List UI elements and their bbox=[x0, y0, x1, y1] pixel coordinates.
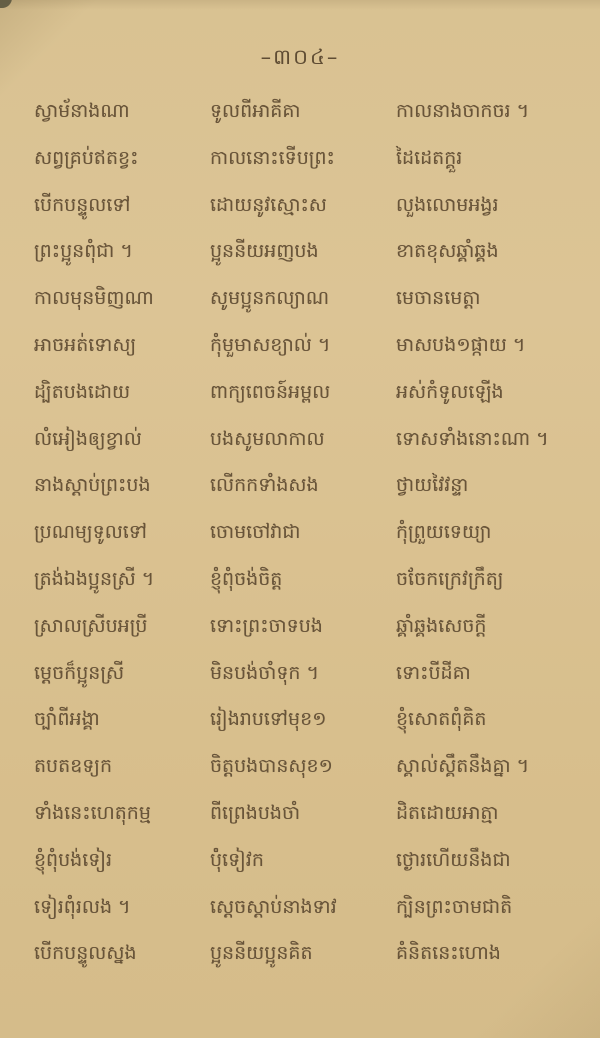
verse-row bbox=[0, 662, 600, 709]
verse-row bbox=[0, 194, 600, 241]
verse-cell: ខាតខុសឆ្គាំឆ្គង bbox=[396, 240, 499, 263]
verse-cell: ច្បាំពីអង្គា bbox=[34, 708, 100, 731]
verse-row bbox=[0, 100, 600, 147]
verse-cell: ចោមចៅវាជា bbox=[210, 521, 301, 544]
verse-cell: ទោះព្រះចាទបង bbox=[210, 614, 323, 637]
verse-cell: ពីព្រេងបងចាំ bbox=[210, 801, 301, 824]
verse-cell: ព្រះប្អូនពុំជា ។ bbox=[34, 240, 133, 263]
verse-row bbox=[0, 568, 600, 615]
verse-cell: ប្រណម្យទូលទៅ bbox=[34, 521, 147, 544]
verse-cell: ទោសទាំងនោះណា ។ bbox=[396, 427, 549, 450]
verse-cell: ស្វាម័នាងណា bbox=[34, 100, 130, 122]
verse-cell: លំអៀងឲ្យខ្វាល់ bbox=[34, 427, 142, 450]
verse-cell: បើកបន្ទូលស្នង bbox=[34, 942, 137, 965]
verse-cell: ទូលពីអាគីគា bbox=[210, 100, 301, 122]
verse-cell: នាងស្ដាប់ព្រះបង bbox=[34, 474, 151, 497]
verse-cell: ត្រង់ឯងប្អូនស្រី ។ bbox=[34, 567, 155, 590]
verse-cell: ដិតដោយអាត្មា bbox=[396, 801, 499, 824]
verse-cell: ទាំងនេះហេតុកម្ម bbox=[34, 801, 151, 824]
verse-cell: កាលនោះទើបព្រះ bbox=[210, 146, 335, 169]
verse-cell: ខ្ញុំសោតពុំគិត bbox=[396, 708, 487, 731]
verse-row bbox=[0, 896, 600, 943]
verse-cell: អស់កំទូលឡើង bbox=[396, 380, 504, 403]
verse-cell: មាសបង១ផ្កាយ ។ bbox=[396, 333, 526, 356]
verse-cell: ថ្វាយវៃវន្ទា bbox=[396, 474, 469, 497]
verse-row bbox=[0, 428, 600, 475]
verse-cell: លើកកទាំងសង bbox=[210, 474, 319, 497]
verse-cell: សូមប្អូនកល្យាណ bbox=[210, 287, 330, 310]
verse-cell: ម្ដេចក៏ប្អូនស្រី bbox=[34, 661, 125, 684]
verse-cell: គំនិតនេះហោង bbox=[396, 942, 501, 965]
verse-cell: សព្វគ្រប់ឥតខ្វះ bbox=[34, 146, 139, 169]
verse-cell: កុំព្រួយទេយ្យា bbox=[396, 521, 492, 544]
verse-row bbox=[0, 615, 600, 662]
verse-row bbox=[0, 755, 600, 802]
verse-cell: ទោះបីដីគា bbox=[396, 661, 471, 684]
verse-cell: ថ្ងោរហើយនឹងជា bbox=[396, 848, 511, 871]
verse-cell: កាលមុនមិញណា bbox=[34, 287, 154, 310]
verse-cell: ពាក្យពេចន៍អម្ពល bbox=[210, 380, 331, 403]
verse-row bbox=[0, 334, 600, 381]
verse-cell: កុំមួមាសខ្យាល់ ។ bbox=[210, 333, 331, 356]
verse-cell: ចចែកក្រេវក្រឹត្យ bbox=[396, 567, 504, 590]
verse-cell: ទៀរពុំរលង ។ bbox=[34, 895, 131, 918]
verse-cell: តបតឧទ្យក bbox=[34, 755, 113, 778]
verse-row bbox=[0, 802, 600, 849]
verse-cell: បងសូមលាកាល bbox=[210, 427, 325, 450]
verse-row bbox=[0, 381, 600, 428]
verse-row bbox=[0, 942, 600, 989]
verse-row bbox=[0, 240, 600, 287]
verse-cell: ប៉ុំទៀវក bbox=[210, 848, 264, 871]
verse-row bbox=[0, 147, 600, 194]
verse-cell: ប្អូននីយប្អូនគិត bbox=[210, 942, 313, 965]
verse-cell: ក្បិនព្រះចាមជាតិ bbox=[396, 895, 513, 918]
page-number: –៣០៤– bbox=[260, 45, 340, 69]
scan-edge-shading bbox=[0, 0, 600, 10]
verse-row bbox=[0, 474, 600, 521]
verse-cell: ឆ្គាំឆ្គងសេចក្ដី bbox=[396, 614, 487, 637]
verse-row bbox=[0, 849, 600, 896]
verse-cell: បើកបន្ទូលទៅ bbox=[34, 193, 131, 216]
verse-cell: ដៃដេតក្គួរ bbox=[396, 146, 463, 169]
verse-cell: ខ្ញុំពុំបង់ទៀរ bbox=[34, 848, 113, 871]
verse-cell: ដោយនូវស្មោះស bbox=[210, 193, 327, 216]
verse-cell: ប្អូននីយអញបង bbox=[210, 240, 319, 263]
verse-cell: មិនបង់ចាំទុក ។ bbox=[210, 661, 320, 684]
verse-row bbox=[0, 287, 600, 334]
verse-cell: ស្គាល់ស្គឹតនឹងគ្នា ។ bbox=[396, 755, 530, 778]
verse-cell: កាលនាងចាកចរ ។ bbox=[396, 100, 530, 122]
verse-cell: ខ្ញុំពុំចង់ចិត្ត bbox=[210, 567, 283, 590]
verse-cell: ចិត្តបងបានសុខ១ bbox=[210, 755, 333, 778]
verse-row bbox=[0, 521, 600, 568]
verse-cell: ដ្បិតបងដោយ bbox=[34, 380, 131, 403]
verse-cell: មេចានមេត្តា bbox=[396, 287, 481, 310]
verse-cell: ស្រាលស្រីបអប្រី bbox=[34, 614, 148, 637]
verse-grid bbox=[0, 100, 600, 989]
verse-cell: លួងលោមអង្វរ bbox=[396, 193, 499, 216]
verse-cell: រៀងរាបទៅមុខ១ bbox=[210, 708, 327, 731]
verse-row bbox=[0, 708, 600, 755]
verse-cell: អាចអត់ទោស្យ bbox=[34, 333, 137, 356]
verse-cell: ស្ដេចស្ដាប់នាងទាវ bbox=[210, 895, 337, 918]
